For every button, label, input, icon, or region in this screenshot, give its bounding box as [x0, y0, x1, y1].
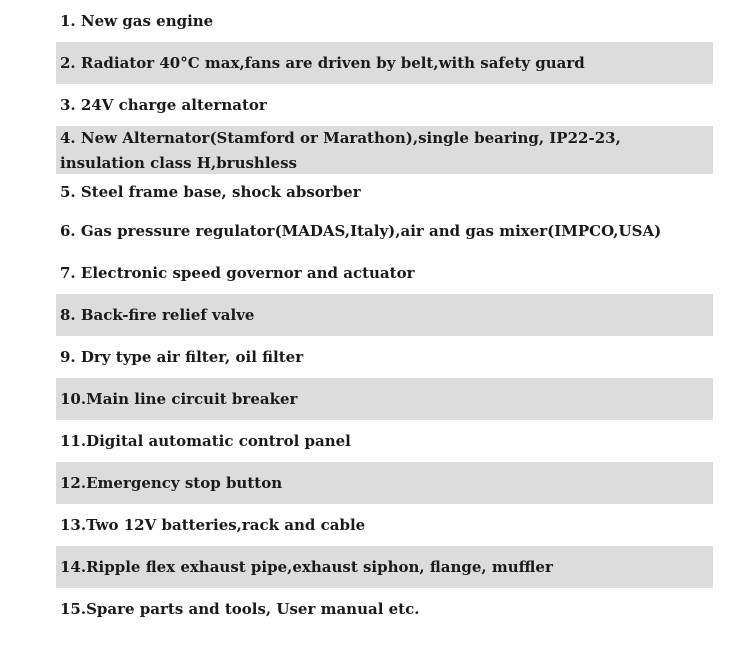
spec-item-7: 7. Electronic speed governor and actuator	[60, 263, 415, 282]
spec-item-3: 3. 24V charge alternator	[60, 95, 267, 114]
spec-item-13: 13.Two 12V batteries,rack and cable	[60, 515, 366, 534]
spec-item-12: 12.Emergency stop button	[56, 462, 713, 504]
spec-item-1: 1. New gas engine	[60, 11, 214, 30]
spec-item-14: 14.Ripple flex exhaust pipe,exhaust siphon, flange, muffler	[56, 546, 713, 588]
spec-item-11: 11.Digital automatic control panel	[60, 431, 351, 450]
spec-item-5: 5. Steel frame base, shock absorber	[60, 182, 361, 201]
spec-item-15: 15.Spare parts and tools, User manual etc.	[60, 599, 420, 618]
spec-item-4: 4. New Alternator(Stamford or Marathon),single bearing, IP22-23, insulation class H,brushless	[56, 126, 713, 174]
spec-item-10: 10.Main line circuit breaker	[56, 378, 713, 420]
spec-list	[56, 0, 713, 630]
spec-item-2: 2. Radiator 40°C max,fans are driven by belt,with safety guard	[56, 42, 713, 84]
spec-item-9: 9. Dry type air filter, oil filter	[60, 347, 304, 366]
spec-item-6: 6. Gas pressure regulator(MADAS,Italy),air and gas mixer(IMPCO,USA)	[60, 221, 662, 240]
spec-item-8: 8. Back-fire relief valve	[56, 294, 713, 336]
